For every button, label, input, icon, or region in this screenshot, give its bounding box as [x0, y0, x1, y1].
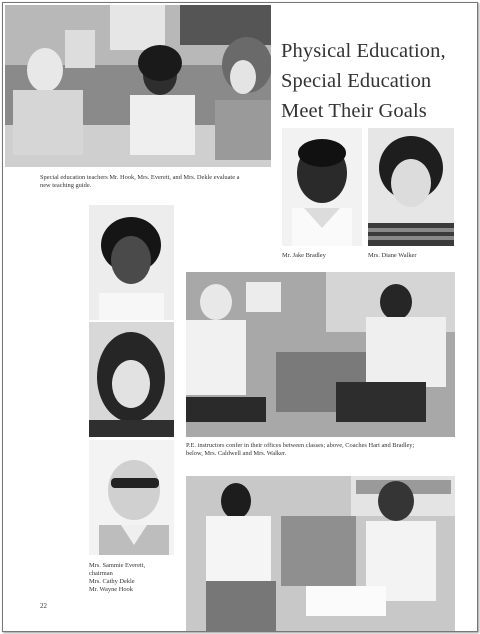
page-title [281, 36, 471, 126]
page-number: 22 [40, 602, 47, 610]
caption-bradley: Mr. Jake Bradley [282, 252, 326, 259]
portrait-sammie-everett [89, 205, 174, 320]
portrait-cathy-dekle [89, 322, 174, 437]
portrait-diane-walker [368, 128, 454, 246]
title-line-1: Physical Education, [281, 40, 446, 62]
caption-special-education: Special education teachers Mr. Hook, Mrs. Everett, and Mrs. Dekle evaluate a new teaching guide. [40, 174, 240, 189]
caption-walker: Mrs. Diane Walker [368, 252, 417, 259]
portrait-jake-bradley [282, 128, 362, 246]
photo-special-education-teachers [5, 5, 271, 167]
title-line-3: Meet Their Goals [281, 100, 427, 122]
portrait-wayne-hook [89, 440, 174, 555]
title-line-2: Special Education [281, 70, 432, 92]
photo-coaches-hart-bradley [186, 272, 455, 437]
caption-pe-instructors: P.E. instructors confer in their offices between classes; above, Coaches Hart and Bradley; below, Mrs. Caldwell and Mrs. Walker. [186, 442, 415, 457]
photo-caldwell-walker [186, 476, 455, 631]
caption-left-portraits: Mrs. Sammie Everett, chairman Mrs. Cathy Dekle Mr. Wayne Hook [89, 562, 146, 593]
